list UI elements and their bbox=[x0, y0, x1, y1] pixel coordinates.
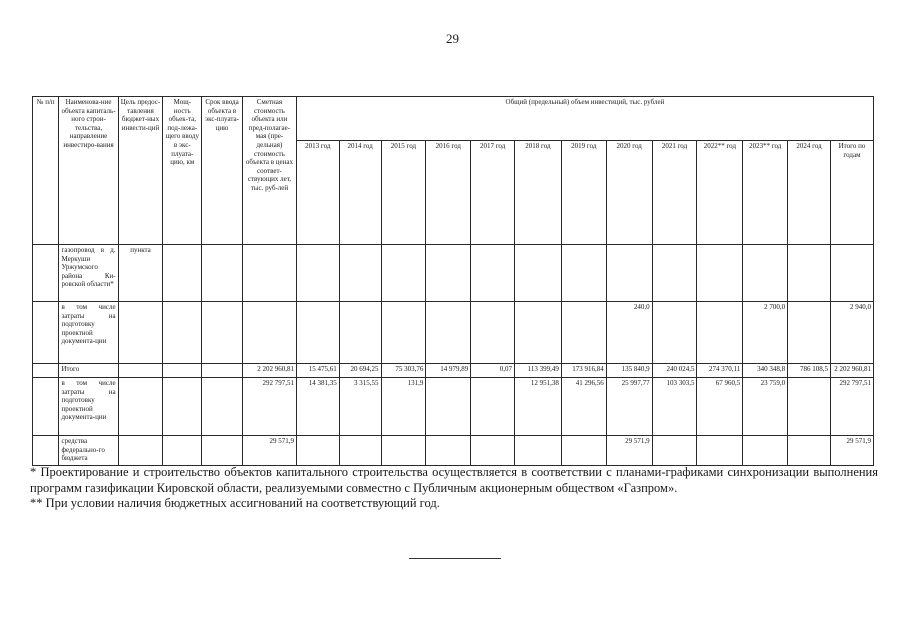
header-number: № п/п bbox=[33, 97, 59, 245]
value-cell-2020: 135 840,9 bbox=[606, 364, 652, 378]
object-name-cell: в том числе затраты на подготовку проектной документа-ции bbox=[59, 302, 118, 364]
term-cell bbox=[202, 302, 243, 364]
value-cell-2023: 23 759,0 bbox=[743, 378, 788, 436]
row-number-cell bbox=[33, 378, 59, 436]
value-cell-2018 bbox=[515, 436, 562, 466]
value-cell-2015: 131,9 bbox=[381, 378, 426, 436]
value-cell-2021: 103 303,5 bbox=[652, 378, 697, 436]
header-investment-volume: Общий (предельный) объем инвестиций, тыс. рублей bbox=[296, 97, 873, 141]
value-cell-2018: 12 951,38 bbox=[515, 378, 562, 436]
estimated-cost-cell: 292 797,51 bbox=[242, 378, 296, 436]
row-number-cell bbox=[33, 245, 59, 302]
year-header-2013: 2013 год bbox=[296, 141, 339, 245]
value-cell-total: 2 940,0 bbox=[830, 302, 873, 364]
value-cell-2015 bbox=[381, 302, 426, 364]
table-row bbox=[33, 245, 874, 302]
row-number-cell bbox=[33, 302, 59, 364]
estimated-cost-cell bbox=[242, 302, 296, 364]
purpose-cell bbox=[118, 378, 163, 436]
year-header-2020: 2020 год bbox=[606, 141, 652, 245]
capacity-cell bbox=[163, 364, 202, 378]
value-cell-2023 bbox=[743, 436, 788, 466]
value-cell-2013 bbox=[296, 302, 339, 364]
purpose-cell bbox=[118, 364, 163, 378]
value-cell-2016 bbox=[426, 245, 471, 302]
value-cell-2024 bbox=[788, 378, 831, 436]
capacity-cell bbox=[163, 245, 202, 302]
header-capacity: Мощ-ность объек-та, под-лежа-щего вводу в экс-плуата-цию, км bbox=[163, 97, 202, 245]
value-cell-2019 bbox=[561, 302, 606, 364]
value-cell-2017 bbox=[471, 436, 515, 466]
value-cell-2013: 14 381,35 bbox=[296, 378, 339, 436]
estimated-cost-cell: 29 571,9 bbox=[242, 436, 296, 466]
value-cell-2024 bbox=[788, 245, 831, 302]
value-cell-2023: 2 700,0 bbox=[743, 302, 788, 364]
value-cell-2017: 0,07 bbox=[471, 364, 515, 378]
term-cell bbox=[202, 378, 243, 436]
value-cell-2019 bbox=[561, 436, 606, 466]
value-cell-2016 bbox=[426, 302, 471, 364]
value-cell-2013 bbox=[296, 245, 339, 302]
footnote-design-construction: * Проектирование и строительство объектов капитального строительства осуществляется в соответствии с планами-графиками синхронизации выполнения программ газификации Кировской области, реализуемыми совместно с Публичным акционерным обществом «Газпром». bbox=[30, 465, 878, 495]
value-cell-total: 2 202 960,81 bbox=[830, 364, 873, 378]
value-cell-2019: 41 296,56 bbox=[561, 378, 606, 436]
value-cell-2014: 3 315,55 bbox=[339, 378, 381, 436]
value-cell-2018: 113 399,49 bbox=[515, 364, 562, 378]
footnote-budget-allocations: ** При условии наличия бюджетных ассигнований на соответствующий год. bbox=[30, 496, 440, 510]
value-cell-2019: 173 916,84 bbox=[561, 364, 606, 378]
value-cell-2014 bbox=[339, 436, 381, 466]
table-row bbox=[33, 364, 874, 378]
value-cell-2016 bbox=[426, 378, 471, 436]
value-cell-2016: 14 979,89 bbox=[426, 364, 471, 378]
value-cell-2015: 75 303,76 bbox=[381, 364, 426, 378]
year-header-total: Итого по годам bbox=[830, 141, 873, 245]
value-cell-2024 bbox=[788, 302, 831, 364]
value-cell-2020: 25 997,77 bbox=[606, 378, 652, 436]
header-estimated-cost: Сметная стоимость объекта или пред-полагае-мая (пре-дельная) стоимость объекта в ценах соответ-ствующих лет, тыс. руб-лей bbox=[242, 97, 296, 245]
value-cell-2022 bbox=[697, 302, 743, 364]
term-cell bbox=[202, 436, 243, 466]
object-name-cell: в том числе затраты на подготовку проектной документа-ции bbox=[59, 378, 118, 436]
value-cell-2020: 240,0 bbox=[606, 302, 652, 364]
value-cell-2022 bbox=[697, 245, 743, 302]
value-cell-2013 bbox=[296, 436, 339, 466]
row-number-cell bbox=[33, 436, 59, 466]
year-header-2023: 2023** год bbox=[743, 141, 788, 245]
value-cell-2017 bbox=[471, 302, 515, 364]
term-cell bbox=[202, 364, 243, 378]
value-cell-2023: 340 348,8 bbox=[743, 364, 788, 378]
value-cell-2021 bbox=[652, 436, 697, 466]
value-cell-2015 bbox=[381, 436, 426, 466]
header-object-name: Наименова-ние объекта капиталь-ного строи-тельства, направление инвестиро-вания bbox=[59, 97, 118, 245]
value-cell-2017 bbox=[471, 378, 515, 436]
value-cell-2016 bbox=[426, 436, 471, 466]
year-header-2016: 2016 год bbox=[426, 141, 471, 245]
value-cell-2019 bbox=[561, 245, 606, 302]
purpose-cell: пункта bbox=[118, 245, 163, 302]
year-header-2015: 2015 год bbox=[381, 141, 426, 245]
object-name-cell: газопровод в д. Меркуши Уржумского района Ки-ровской области* bbox=[59, 245, 118, 302]
value-cell-2015 bbox=[381, 245, 426, 302]
table-row bbox=[33, 302, 874, 364]
object-name-cell: средства федерально-го бюджета bbox=[59, 436, 118, 466]
footer-divider bbox=[409, 558, 501, 559]
capacity-cell bbox=[163, 302, 202, 364]
value-cell-2020 bbox=[606, 245, 652, 302]
value-cell-total: 29 571,9 bbox=[830, 436, 873, 466]
value-cell-2014 bbox=[339, 302, 381, 364]
purpose-cell bbox=[118, 302, 163, 364]
investment-table bbox=[32, 96, 874, 466]
year-header-2022: 2022** год bbox=[697, 141, 743, 245]
value-cell-2018 bbox=[515, 245, 562, 302]
estimated-cost-cell: 2 202 960,81 bbox=[242, 364, 296, 378]
page-number: 29 bbox=[446, 31, 459, 46]
header-commissioning-term: Срок ввода объекта в экс-плуата-цию bbox=[202, 97, 243, 245]
value-cell-2018 bbox=[515, 302, 562, 364]
value-cell-2022: 67 960,5 bbox=[697, 378, 743, 436]
capacity-cell bbox=[163, 436, 202, 466]
value-cell-2013: 15 475,61 bbox=[296, 364, 339, 378]
value-cell-2022: 274 370,11 bbox=[697, 364, 743, 378]
year-header-2021: 2021 год bbox=[652, 141, 697, 245]
header-purpose: Цель предос-тавления бюджет-ных инвести-ций bbox=[118, 97, 163, 245]
year-header-2018: 2018 год bbox=[515, 141, 562, 245]
object-name-cell: Итого bbox=[59, 364, 118, 378]
purpose-cell bbox=[118, 436, 163, 466]
value-cell-2014 bbox=[339, 245, 381, 302]
value-cell-2022 bbox=[697, 436, 743, 466]
table-row bbox=[33, 436, 874, 466]
value-cell-total bbox=[830, 245, 873, 302]
value-cell-2014: 20 694,25 bbox=[339, 364, 381, 378]
year-header-2017: 2017 год bbox=[471, 141, 515, 245]
year-header-2019: 2019 год bbox=[561, 141, 606, 245]
value-cell-2020: 29 571,9 bbox=[606, 436, 652, 466]
estimated-cost-cell bbox=[242, 245, 296, 302]
term-cell bbox=[202, 245, 243, 302]
year-header-2024: 2024 год bbox=[788, 141, 831, 245]
row-number-cell bbox=[33, 364, 59, 378]
value-cell-2021 bbox=[652, 245, 697, 302]
value-cell-2021 bbox=[652, 302, 697, 364]
value-cell-2024: 786 108,5 bbox=[788, 364, 831, 378]
capacity-cell bbox=[163, 378, 202, 436]
footnotes bbox=[30, 465, 878, 512]
table-row bbox=[33, 378, 874, 436]
year-header-2014: 2014 год bbox=[339, 141, 381, 245]
value-cell-2023 bbox=[743, 245, 788, 302]
value-cell-total: 292 797,51 bbox=[830, 378, 873, 436]
value-cell-2017 bbox=[471, 245, 515, 302]
value-cell-2024 bbox=[788, 436, 831, 466]
value-cell-2021: 240 024,5 bbox=[652, 364, 697, 378]
